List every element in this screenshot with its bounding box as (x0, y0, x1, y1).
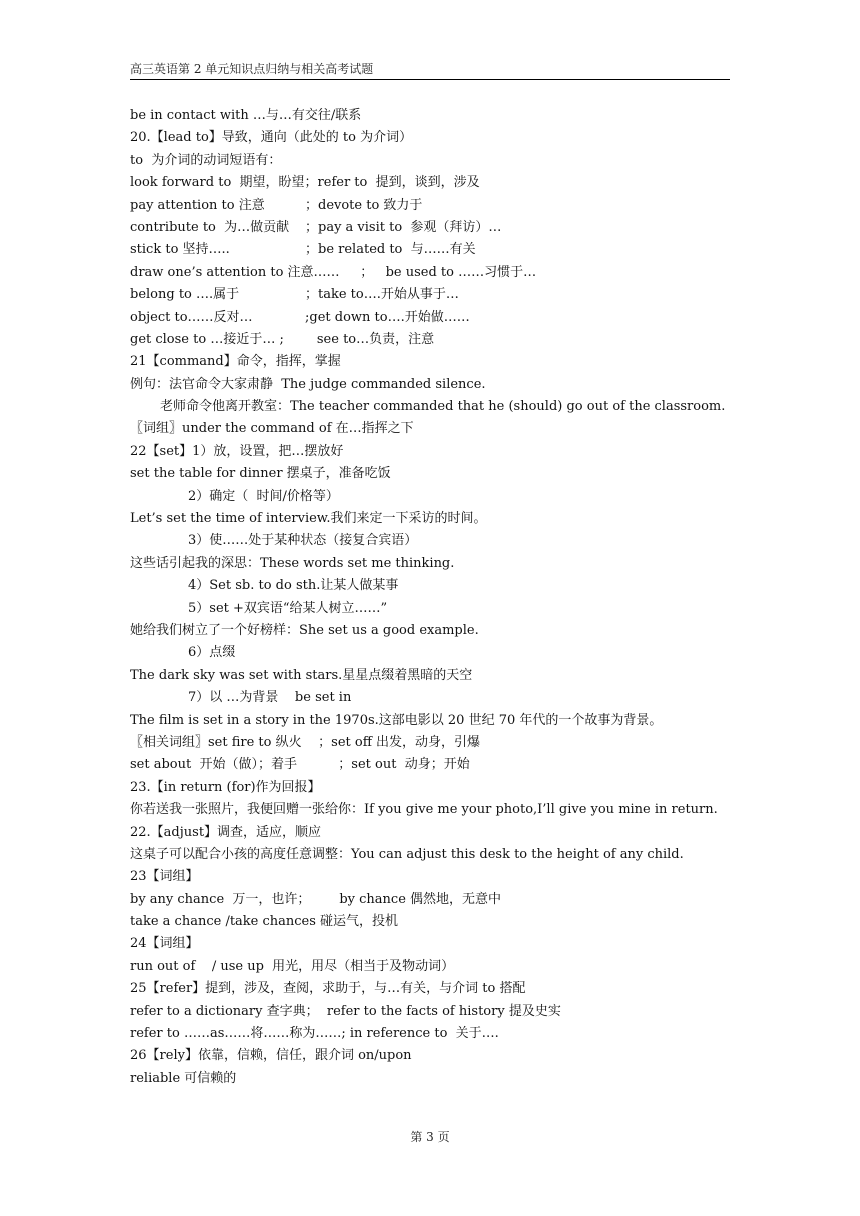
phrase-left: pay attention to 注意 (130, 197, 265, 213)
text-line (130, 441, 750, 463)
text-line (130, 396, 750, 418)
line-text: 这桌子可以配合小孩的高度任意调整：You can adjust this desk to the height of any child. (130, 846, 684, 862)
header-title: 高三英语第 2 单元知识点归纳与相关高考试题 (130, 62, 374, 76)
text-line (130, 777, 750, 799)
line-text: 23.【in return (for)作为回报】 (130, 779, 321, 795)
phrase-right: ；pay a visit to 参观（拜访）… (305, 219, 502, 235)
text-line (130, 530, 750, 552)
phrase-right: ;get down to….开始做…… (305, 309, 470, 325)
line-text: set the table for dinner 摆桌子，准备吃饭 (130, 466, 391, 482)
text-line (130, 262, 750, 284)
text-line (130, 642, 750, 664)
phrase-right: ；take to….开始从事于… (305, 287, 459, 303)
text-line (130, 553, 750, 575)
line-text: run out of / use up 用光，用尽（相当于及物动词） (130, 958, 455, 974)
line-text: 4）Set sb. to do sth.让某人做某事 (188, 578, 399, 594)
page-number: 第 3 页 (410, 1130, 450, 1144)
line-text: Let’s set the time of interview.我们来定一下采访的时间。 (130, 511, 487, 527)
text-line (130, 665, 750, 687)
line-text: 25【refer】提到，涉及，查阅，求助于，与…有关，与介词 to 搭配 (130, 981, 526, 997)
text-line (130, 687, 750, 709)
text-line (130, 127, 750, 149)
line-text: be in contact with …与…有交往/联系 (130, 108, 362, 123)
text-line (130, 284, 750, 306)
line-text: refer to ……as……将……称为……; in reference to 关于…. (130, 1026, 499, 1042)
text-line (130, 799, 750, 821)
line-text: The film is set in a story in the 1970s.这部电影以 20 世纪 70 年代的一个故事为背景。 (130, 712, 663, 728)
text-line (130, 732, 750, 754)
line-text: 2）确定（ 时间/价格等） (188, 488, 339, 504)
text-line (130, 710, 750, 732)
line-text: The dark sky was set with stars.星星点缀着黑暗的天空 (130, 667, 473, 683)
phrase-left: contribute to 为…做贡献 (130, 219, 290, 235)
text-line (130, 217, 750, 239)
line-text: 这些话引起我的深思：These words set me thinking. (130, 555, 455, 571)
phrase-right: ；devote to 致力于 (305, 197, 423, 213)
text-line (130, 1068, 750, 1090)
line-text: to 为介词的动词短语有： (130, 152, 282, 168)
text-line (130, 172, 750, 194)
text-line (130, 822, 750, 844)
line-text: 22.【adjust】调查，适应，顺应 (130, 824, 322, 840)
line-text: get close to …接近于… ; see to…负责，注意 (130, 331, 435, 347)
text-line (130, 1045, 750, 1067)
text-line (130, 598, 750, 620)
text-line (130, 307, 750, 329)
text-line (130, 418, 750, 440)
line-text: 她给我们树立了一个好榜样：She set us a good example. (130, 622, 479, 638)
text-line (130, 105, 750, 127)
text-line (130, 866, 750, 888)
line-text: 老师命令他离开教室：The teacher commanded that he (should) go out of the classroom. (160, 399, 726, 415)
phrase-left: object to……反对… (130, 309, 253, 325)
line-text: set about 开始（做）；着手 ；set out 动身；开始 (130, 757, 470, 773)
line-text: 7）以 …为背景 be set in (188, 690, 352, 706)
phrase-left: stick to 坚持….. (130, 242, 230, 258)
text-line (130, 754, 750, 776)
text-line (130, 463, 750, 485)
page-footer (0, 1128, 860, 1145)
text-line (130, 933, 750, 955)
text-line (130, 239, 750, 261)
text-line (130, 150, 750, 172)
text-line (130, 620, 750, 642)
phrase-right: ；be related to 与……有关 (305, 242, 476, 258)
line-text: 3）使……处于某种状态（接复合宾语） (188, 533, 418, 549)
text-line (130, 1023, 750, 1045)
line-text: by any chance 万一，也许； by chance 偶然地，无意中 (130, 891, 502, 907)
line-text: take a chance /take chances 碰运气，投机 (130, 914, 399, 930)
text-line (130, 575, 750, 597)
text-line (130, 508, 750, 530)
text-line (130, 1001, 750, 1023)
line-text: refer to a dictionary 查字典； refer to the facts of history 提及史实 (130, 1003, 561, 1019)
line-text: 24【词组】 (130, 936, 199, 952)
line-text: look forward to 期望，盼望；refer to 提到，谈到，涉及 (130, 175, 480, 191)
text-line (130, 911, 750, 933)
line-text: 〖相关词组〗set fire to 纵火 ；set off 出发，动身，引爆 (130, 734, 481, 750)
line-text: 6）点缀 (188, 645, 236, 661)
line-text: 例句：法官命令大家肃静 The judge commanded silence. (130, 376, 486, 392)
phrase-left: belong to ….属于 (130, 287, 240, 303)
text-line (130, 351, 750, 373)
page-header (130, 60, 730, 80)
text-line (130, 329, 750, 351)
text-line (130, 956, 750, 978)
text-line (130, 195, 750, 217)
line-text: 23【词组】 (130, 869, 199, 885)
document-body (130, 105, 750, 1090)
line-text: 20.【lead to】导致，通向（此处的 to 为介词） (130, 130, 413, 146)
line-text: 22【set】1）放，设置，把…摆放好 (130, 443, 344, 459)
text-line (130, 889, 750, 911)
line-text: 26【rely】依靠，信赖，信任，跟介词 on/upon (130, 1048, 412, 1064)
text-line (130, 374, 750, 396)
line-text: reliable 可信赖的 (130, 1070, 237, 1086)
text-line (130, 844, 750, 866)
text-line (130, 978, 750, 1000)
line-text: draw one’s attention to 注意…… ； be used to ……习惯于… (130, 264, 537, 280)
line-text: 21【command】命令，指挥，掌握 (130, 354, 341, 370)
text-line (130, 486, 750, 508)
line-text: 你若送我一张照片，我便回赠一张给你：If you give me your photo,I’ll give you mine in return. (130, 802, 718, 818)
line-text: 5）set +双宾语“给某人树立……” (188, 600, 388, 616)
line-text: 〖词组〗under the command of 在…指挥之下 (130, 421, 414, 437)
